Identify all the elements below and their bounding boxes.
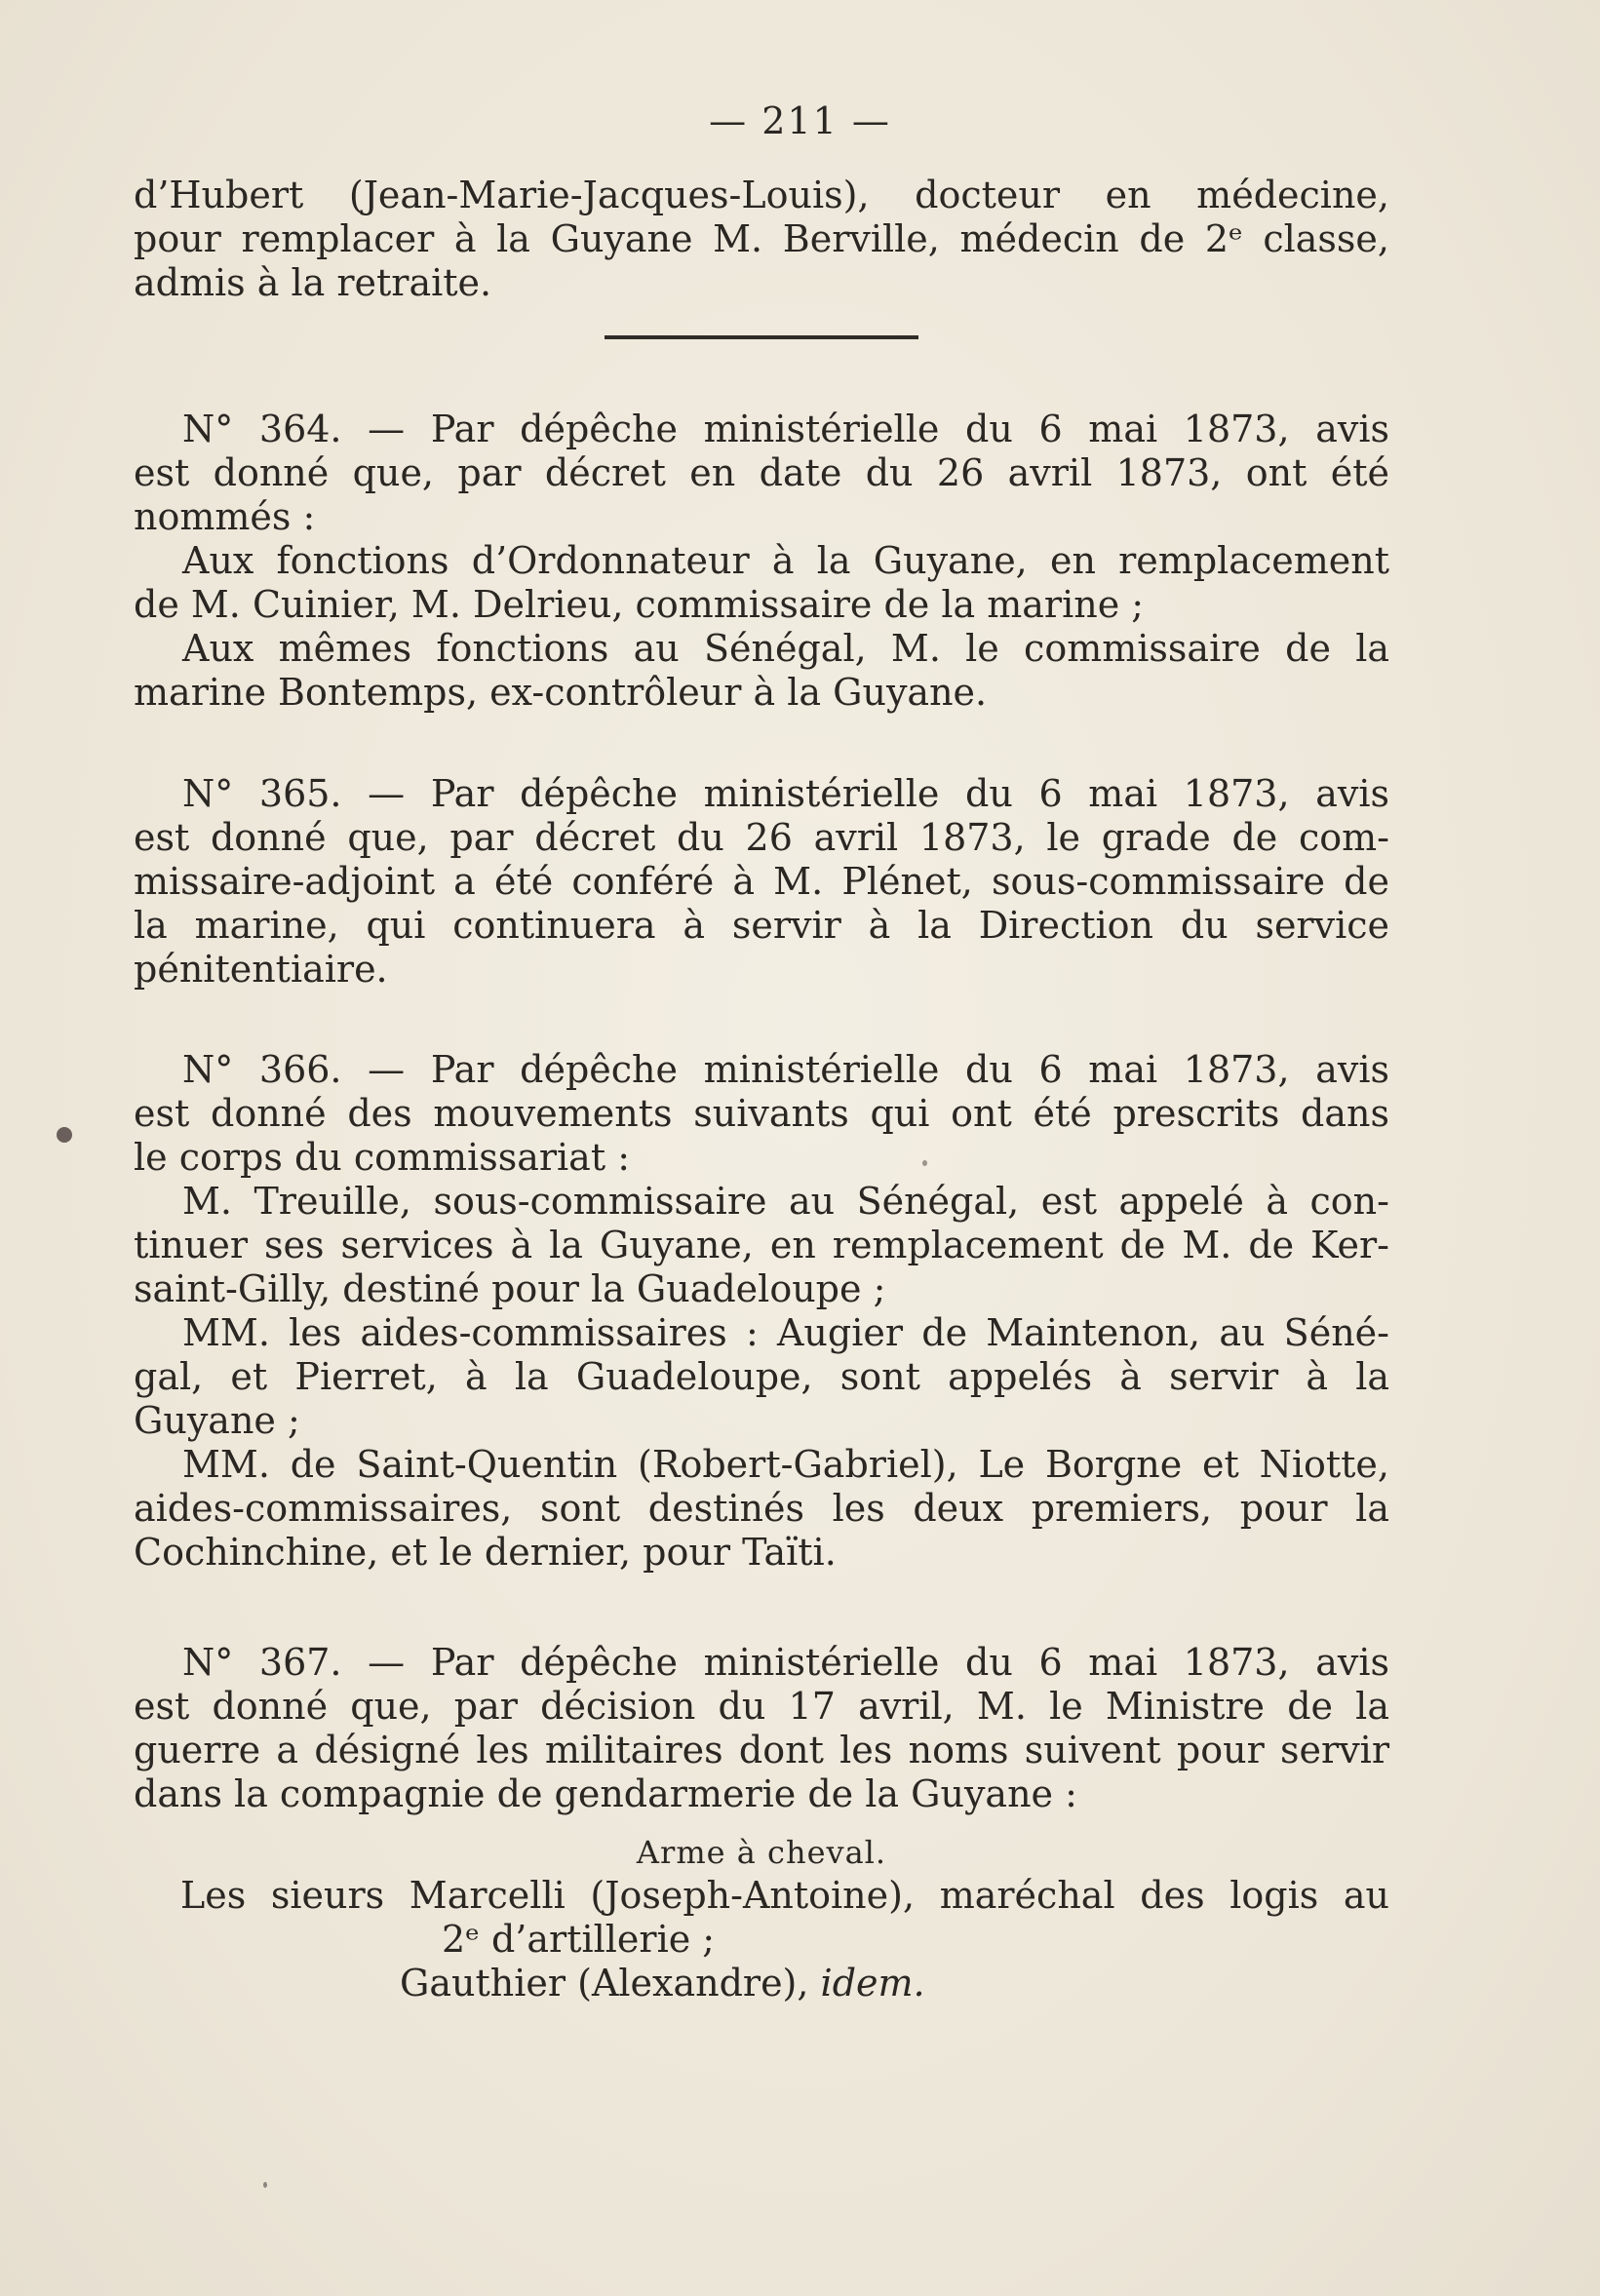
text-line: admis à la retraite. [134,261,492,304]
text-line: gal, et Pierret, à la Guadeloupe, sont appelés à servir à la [134,1355,1389,1398]
text-line: N° 365. — Par dépêche ministérielle du 6 mai 1873, avis [182,772,1389,815]
page-number-header: — 211 — [709,99,891,142]
text-line: Aux fonctions d’Ordonnateur à la Guyane, en remplacement [182,539,1389,582]
text-line: guerre a désigné les militaires dont les noms suivent pour servir [134,1729,1389,1771]
text-line: marine Bontemps, ex-contrôleur à la Guyane. [134,671,988,714]
article-366 [134,1048,1389,1575]
text-line: de M. Cuinier, M. Delrieu, commissaire de la marine ; [134,583,1145,626]
text-line: est donné que, par décision du 17 avril, M. le Ministre de la [134,1685,1389,1728]
gendarme-list [134,1874,1389,2005]
text-line: tinuer ses services à la Guyane, en remplacement de M. de Ker- [134,1224,1389,1266]
text-line: dans la compagnie de gendarmerie de la Guyane : [134,1772,1077,1815]
section-subheading [134,1831,1389,1875]
scan-speck [57,1127,72,1143]
text-line: le corps du commissariat : [134,1136,630,1179]
text-line: pour remplacer à la Guyane M. Berville, médecin de 2ᵉ classe, [134,217,1389,260]
gauthier-name: Gauthier (Alexandre), [400,1962,821,2004]
text-line: M. Treuille, sous-commissaire au Sénégal, est appelé à con- [182,1180,1389,1223]
text-line: saint-Gilly, destiné pour la Guadeloupe ; [134,1267,886,1310]
text-line: nommés : [134,495,316,538]
scan-speck [263,2182,267,2188]
text-line: 2ᵉ d’artillerie ; [442,1918,716,1961]
text-line: N° 366. — Par dépêche ministérielle du 6 mai 1873, avis [182,1048,1389,1091]
text-line: est donné des mouvements suivants qui ont été prescrits dans [134,1092,1389,1135]
article-365 [134,772,1389,992]
text-line: est donné que, par décret en date du 26 avril 1873, ont été [134,451,1389,494]
text-line: Cochinchine, et le dernier, pour Taïti. [134,1531,837,1574]
text-line: N° 367. — Par dépêche ministérielle du 6 mai 1873, avis [182,1641,1389,1684]
text-line: Les sieurs Marcelli (Joseph-Antoine), maréchal des logis au [180,1874,1389,1917]
text-line: N° 364. — Par dépêche ministérielle du 6 mai 1873, avis [182,408,1389,450]
text-line: aides-commissaires, sont destinés les deux premiers, pour la [134,1487,1389,1530]
text-line: la marine, qui continuera à servir à la Direction du service [134,904,1389,947]
article-367 [134,1641,1389,1816]
text-line: est donné que, par décret du 26 avril 1873, le grade de com- [134,816,1389,859]
text-line: MM. de Saint-Quentin (Robert-Gabriel), Le Borgne et Niotte, [182,1443,1389,1486]
text-line: missaire-adjoint a été conféré à M. Plénet, sous-commissaire de [134,860,1389,903]
text-line: pénitentiaire. [134,948,388,991]
intro-paragraph [134,174,1389,305]
text-line: Guyane ; [134,1399,300,1442]
section-divider [605,335,918,339]
article-364 [134,408,1389,715]
subheading-arme-a-cheval: Arme à cheval. [636,1834,887,1871]
text-line: MM. les aides-commissaires : Augier de Maintenon, au Séné- [182,1311,1389,1354]
idem-word: idem. [820,1962,925,2004]
scan-speck [922,1160,927,1166]
text-line: d’Hubert (Jean-Marie-Jacques-Louis), docteur en médecine, [134,174,1389,216]
text-line-gauthier [134,1962,1389,2005]
text-line: Aux mêmes fonctions au Sénégal, M. le commissaire de la [182,627,1389,670]
